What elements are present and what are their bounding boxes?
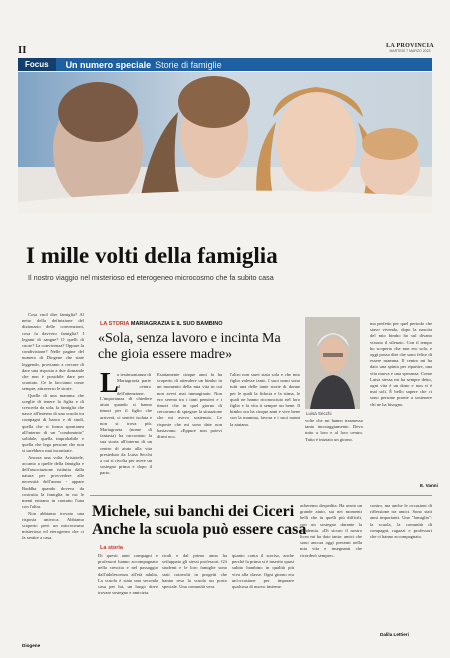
article1-kicker-topic: MARIAGRAZIA E IL SUO BAMBINO — [130, 321, 223, 327]
article1-col-c: l'altro non sarei stata sola e che mio figlio valesse tanto. I suoi nomi sono tutti una delle tante storie di donne per le quali la fiducia e la stima, le quali ne hanno riconosciuto nel loro figlio e la vita ti sempre un bene. Il bimbo ora ha cinque anni e vive bene con la mamma, lavora e i suoi nonni la aiutano. — [230, 372, 300, 427]
intro-column — [22, 312, 84, 542]
article2-col-d: acheremo despedita. Ha avuto un grande aiuto, sia nei momenti belli che in quelli più difficili, con un sostegno durante la pandemia. «Di sicuro il nostro liceo mi ha dato tanto: amici che sono ancora oggi presenti nella mia vita e insegnanti che ricorderò sempre». — [300, 503, 362, 558]
intro-signature: Diogene — [22, 643, 41, 648]
banner-subtitle: Storie di famiglie — [155, 59, 222, 70]
portrait-caption: Luisa Secchi — [306, 411, 332, 416]
masthead-brand: LA PROVINCIA — [386, 43, 434, 49]
portrait-photo — [305, 317, 360, 409]
article1-col-e: ma perfetto per quel periodo che stavo vivendo, dopo la nascita del mio bimbo ho sul divano vissuto il silenzio. Con il tempo ho scoperto che non ero sola, e oggi posso dire che sono felice di essere mamma. Il centro mi ha dato una spinta per ripartire, una vita nuova e una speranza. Come Luisa stessa mi ha sempre detto, ogni vita è un dono e non si è mai soli. È bello sapere che ci sono persone pronte a sostenere chi ne ha bisogno. — [370, 321, 432, 407]
article2-headline — [92, 503, 306, 539]
article1-col-d: volte che mi hanno trasmesso tanto incoraggiamento. Devo tutto a loro e al loro centro. Tutto è iniziato un giorno. — [305, 418, 363, 442]
article1-headline: «Sola, senza lavoro e incinta Ma che gioia essere madre» — [98, 331, 281, 362]
section-banner — [18, 58, 432, 71]
article2-author: Dalila Lettieri — [380, 632, 409, 637]
family-photo-illustration — [18, 72, 432, 214]
article1-author: E. Vanni — [420, 483, 438, 488]
intro-paragraph: Quelle di una mamma che sceglie di tenere la figlia e di crescerla da sola, la famiglia che nasce all'interno di una scuola tra compagni di banco e di studi, quella che si forma spontanea all'interno di un "condominio" solidale, quella improbabile e quella che lega persone che non si sarebbero mai incontrate. — [22, 392, 84, 454]
family-photo — [18, 72, 432, 214]
article1-drop-cap: L — [100, 368, 119, 399]
intro-paragraph: Cosa vuol dire famiglia? Al netto della definizione del dizionario delle convenzioni, cosa fa davvero famiglia? I legami di sangue? O quelli di cuore? La convivenza? Oppure la condivisione? Nelle pagine del numero di Diogene che state leggendo, proviamo a cercare di dare una risposta a due domande che non è possibile dare per scontato. Ce lo facciamo come sempre, attraverso le storie. — [22, 312, 84, 392]
divider — [90, 495, 432, 496]
article1-kicker-label: LA STORIA — [100, 321, 130, 327]
article1-col-a2: L'importanza di chiedere aiuto quando si hanno timori per il figlio che arriverà, ci sentivi isolata e non si trova più. Mariagrazia (nome di fantasia) ha raccontato la sua storia all'interno di un centro di aiuto alla vita presieduto da Luisa Secchi a cui si rivolta per avere un sostegno prima e dopo il parto. — [100, 396, 152, 476]
lead-title: I mille volti della famiglia — [26, 243, 278, 268]
intro-paragraph: Ancora una volta Aristotele, accanto a quelle della famiglia e dell'associazione istituita dalla natura per provvedere alle necessità dell'uomo - appare Buddha quando doveva da costruita la famiglia in cui le menti entrano in contatto l'una con l'altra. — [22, 454, 84, 510]
article2-col-a: Di questi anni compagni e professori hanno accompagnato nella crescita e nel passaggio dall'adolescenza all'età adulta. La scuola è stata una seconda casa per lui, un luogo dove trovare sostegno e amicizia. — [98, 553, 158, 596]
article1-col-a: a testimonianza di Mariagrazia parte al centro dell'attenzione. — [117, 372, 151, 396]
masthead-date: MARTEDÌ 7 MARZO 2023 — [389, 49, 431, 53]
article2-headline-line2: Anche la scuola può essere casa — [92, 521, 307, 538]
intro-paragraph: Non abbiamo trovato una risposta univoca. Abbiamo scoperto però un microcosmo misterioso ed eterogeneo che ci fa sentire a casa. — [22, 510, 84, 541]
article2-kicker: La storia — [100, 545, 123, 551]
article2-headline-line1: Michele, sui banchi dei Ciceri — [92, 503, 295, 520]
section-tag: Focus — [18, 58, 56, 71]
lead-subtitle: Il nostro viaggio nel misterioso ed eterogeneo microcosmo che fa subito casa — [28, 273, 274, 282]
page-number: II — [18, 44, 27, 56]
article2-col-e: contro, ma anche le occasioni di riflessione tra amici. Sono stati anni importanti. Una "famiglia": la scuola, la comunità di compagni, ragazzi e professori che ci hanno accompagnato. — [370, 503, 432, 540]
article1-kicker — [100, 321, 223, 327]
masthead — [380, 43, 440, 53]
article2-col-b: ricali e dal primo anno ha sviluppato gli stessi professori. Gli studenti e le loro famiglie sono stati coinvolti in progetti che hanno reso la scuola un posto speciale. Una comunità vera. — [162, 553, 227, 590]
article2-col-c: quanto conta il sorriso, anche perché la prima si è inserito quasi subito bambino in qualità più viva alla classe. Ogni giorno era un'occasione per imparare qualcosa di nuovo insieme. — [232, 553, 294, 590]
banner-title: Un numero speciale — [65, 59, 152, 70]
article1-col-b: Esattamente cinque anni fa ha scoperto di attendere un bimbo in un momento della mia vita in cui non avevi mai immaginato. Non ero serena tra i tanti pensieri e i timori che in quel giorno di cercavano di spiegare la situazione che mi aveva sostenuto. Le risposte che mi sono date non bastavano. «Eppure non potevi dirmi no». — [157, 372, 222, 440]
